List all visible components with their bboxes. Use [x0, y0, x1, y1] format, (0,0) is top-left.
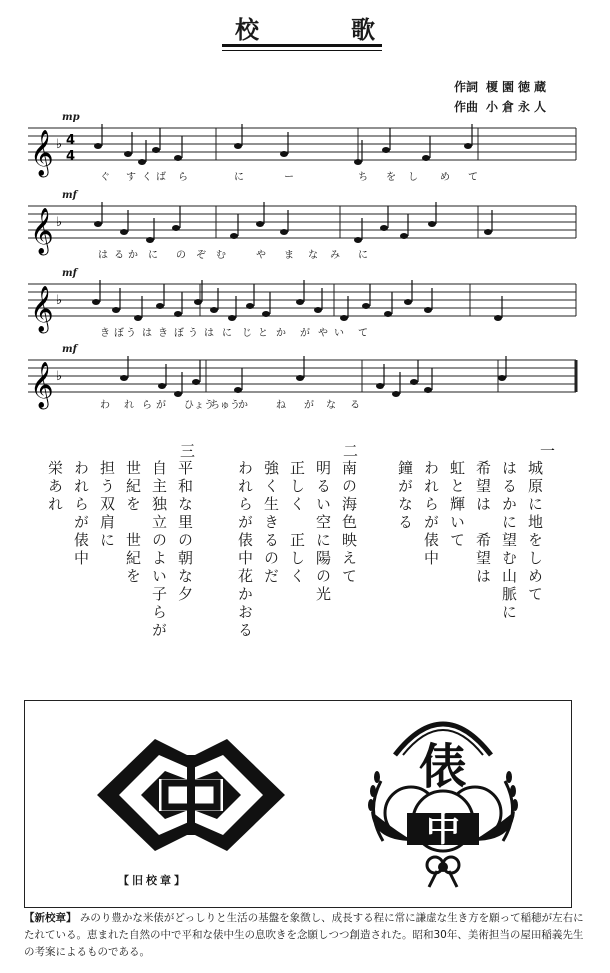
- verse-line: われらが俵中花かおる: [236, 460, 254, 640]
- verse-line: 世紀を 世紀を: [124, 460, 142, 586]
- lyric-syllable: む: [216, 250, 226, 261]
- note-head: [228, 315, 236, 321]
- note-head: [376, 383, 384, 389]
- verse-line: 担う双肩に: [98, 460, 116, 550]
- note-head: [174, 155, 182, 161]
- lyric-syllable: ら: [178, 172, 188, 183]
- note-head: [234, 387, 242, 393]
- note-head: [424, 387, 432, 393]
- lyric-syllable: ま: [284, 250, 294, 261]
- lyric-syllable: と: [258, 328, 268, 339]
- lyric-syllable: る: [114, 250, 124, 261]
- lyric-syllable: を: [386, 172, 396, 183]
- time-signature: 4: [66, 133, 76, 148]
- lyric-syllable: し: [408, 172, 418, 183]
- lyric-syllable: す: [126, 172, 136, 183]
- treble-clef: 𝄞: [30, 362, 54, 408]
- lyric-syllable: ぞ: [196, 250, 206, 261]
- verse-line: 鐘がなる: [396, 460, 414, 532]
- verse-line: 城原に地をしめて: [526, 460, 544, 604]
- note-head: [246, 303, 254, 309]
- lyric-syllable: ぼ: [174, 328, 184, 339]
- note-head: [296, 299, 304, 305]
- lyric-syllable: が: [300, 328, 310, 339]
- title-underline-thin: [222, 50, 382, 51]
- note-head: [192, 379, 200, 385]
- note-head: [262, 311, 270, 317]
- note-head: [256, 221, 264, 227]
- title-underline: [222, 44, 382, 47]
- dynamic-marking: mf: [62, 190, 77, 201]
- verse-line: 強く生きるのだ: [262, 460, 280, 586]
- note-head: [296, 375, 304, 381]
- treble-clef: 𝄞: [30, 130, 54, 176]
- lyricist-credit: 作詞 榎園徳蔵: [454, 80, 551, 94]
- note-head: [120, 229, 128, 235]
- verse-line: われらが俵中: [422, 460, 440, 568]
- lyric-syllable: に: [148, 250, 158, 261]
- staff-system: [28, 118, 586, 180]
- note-head: [152, 147, 160, 153]
- page-title: 校 歌: [235, 15, 409, 44]
- lyric-syllable: う: [188, 328, 198, 339]
- note-head: [146, 237, 154, 243]
- note-head: [422, 155, 430, 161]
- note-head: [92, 299, 100, 305]
- verse-1: [398, 460, 548, 622]
- note-head: [234, 143, 242, 149]
- staff-system: [28, 196, 586, 258]
- verse-line: 南の海色映えて: [340, 460, 358, 586]
- note-head: [280, 151, 288, 157]
- note-head: [94, 221, 102, 227]
- verse-line: 自主独立のよい子らが: [150, 460, 168, 640]
- note-head: [384, 311, 392, 317]
- time-signature: 4: [66, 149, 76, 164]
- lyric-syllable: ひょう: [184, 400, 214, 411]
- lyric-syllable: か: [128, 250, 138, 261]
- lyric-syllable: ら: [142, 400, 152, 411]
- note-head: [314, 307, 322, 313]
- note-head: [498, 375, 506, 381]
- lyric-syllable: わ: [100, 400, 110, 411]
- verse-line: 希望は 希望は: [474, 460, 492, 586]
- lyric-syllable: ちゅう: [210, 400, 240, 411]
- verse-line: はるかに望む山脈に: [500, 460, 518, 622]
- dynamic-marking: mp: [62, 112, 80, 123]
- note-head: [494, 315, 502, 321]
- note-head: [410, 379, 418, 385]
- verse-1-number: 一: [540, 442, 556, 460]
- note-head: [138, 159, 146, 165]
- verse-3: [36, 460, 198, 640]
- lyric-syllable: の: [176, 250, 186, 261]
- note-head: [380, 225, 388, 231]
- lyric-syllable: ぼ: [114, 328, 124, 339]
- lyric-syllable: な: [326, 400, 336, 411]
- note-head: [362, 303, 370, 309]
- treble-clef: 𝄞: [30, 208, 54, 254]
- verse-2: [228, 460, 362, 640]
- dynamic-marking: mf: [62, 344, 77, 355]
- lyric-syllable: や: [256, 250, 266, 261]
- lyric-syllable: う: [126, 328, 136, 339]
- note-head: [230, 233, 238, 239]
- caption-text: みのり豊かな米俵がどっしりと生活の基盤を象徴し、成長する程に常に謙虚な生き方を願って稲穂が左右にたれている。恵まれた自然の中で平和な俵中生の息吹きを念願しつつ創造された。昭和30年、美術担当の屋田稲義先生の考案によるものである。: [24, 912, 584, 958]
- dynamic-marking: mf: [62, 268, 77, 279]
- new-badge-char-2: 中: [426, 810, 460, 850]
- note-head: [382, 147, 390, 153]
- lyric-syllable: に: [234, 172, 244, 183]
- lyric-syllable: い: [334, 328, 344, 339]
- emblem-drawings: [25, 701, 573, 909]
- verse-line: 虹と輝いて: [448, 460, 466, 550]
- note-head: [484, 229, 492, 235]
- note-head: [156, 303, 164, 309]
- verse-line: 正しく 正しく: [288, 460, 306, 586]
- note-head: [464, 143, 472, 149]
- note-head: [94, 143, 102, 149]
- note-head: [194, 299, 202, 305]
- lyric-syllable: に: [222, 328, 232, 339]
- lyric-syllable: み: [330, 250, 340, 261]
- lyric-syllable: は: [98, 250, 108, 261]
- lyric-syllable: が: [156, 400, 166, 411]
- note-head: [134, 315, 142, 321]
- old-school-badge: [97, 739, 285, 851]
- lyric-syllable: き: [158, 328, 168, 339]
- note-head: [158, 383, 166, 389]
- lyric-syllable: が: [304, 400, 314, 411]
- verse-2-number: 二: [343, 442, 359, 460]
- lyric-syllable: る: [350, 400, 360, 411]
- note-head: [428, 221, 436, 227]
- old-badge-label: 【旧校章】: [118, 874, 188, 887]
- lyric-syllable: め: [440, 172, 450, 183]
- key-flat: ♭: [56, 369, 63, 384]
- note-head: [400, 233, 408, 239]
- emblem-panel: [24, 700, 572, 908]
- lyric-syllable: て: [468, 172, 478, 183]
- new-school-badge: [368, 724, 518, 887]
- lyric-syllable: な: [308, 250, 318, 261]
- verse-line: われらが俵中: [72, 460, 90, 568]
- note-head: [210, 307, 218, 313]
- lyric-syllable: か: [238, 400, 248, 411]
- emblem-caption: [24, 910, 584, 961]
- new-badge-char-1: 俵: [418, 739, 468, 795]
- note-head: [404, 299, 412, 305]
- lyric-syllable: じ: [242, 328, 252, 339]
- note-head: [120, 375, 128, 381]
- lyric-syllable: き: [100, 328, 110, 339]
- key-flat: ♭: [56, 137, 63, 152]
- lyric-syllable: ー: [284, 172, 294, 183]
- lyric-syllable: に: [358, 250, 368, 261]
- verse-line: 明るい空に陽の光: [314, 460, 332, 604]
- lyric-syllable: て: [358, 328, 368, 339]
- key-flat: ♭: [56, 293, 63, 308]
- lyric-syllable: は: [204, 328, 214, 339]
- lyric-syllable: や: [318, 328, 328, 339]
- verse-line: 栄あれ: [46, 460, 64, 514]
- note-head: [172, 225, 180, 231]
- lyric-syllable: か: [276, 328, 286, 339]
- key-flat: ♭: [56, 215, 63, 230]
- note-head: [174, 311, 182, 317]
- lyric-syllable: ぐ: [100, 172, 110, 183]
- note-head: [280, 229, 288, 235]
- note-head: [112, 307, 120, 313]
- composer-credit: 作曲 小倉永人: [454, 100, 551, 114]
- note-head: [174, 391, 182, 397]
- lyric-syllable: ば: [156, 172, 166, 183]
- note-head: [354, 159, 362, 165]
- lyric-syllable: は: [142, 328, 152, 339]
- lyric-syllable: ね: [276, 400, 286, 411]
- note-head: [424, 307, 432, 313]
- caption-tag: 【新校章】: [24, 912, 77, 924]
- lyric-syllable: ち: [358, 172, 368, 183]
- verse-3-number: 三: [180, 442, 196, 460]
- lyric-syllable: れ: [124, 400, 134, 411]
- note-head: [340, 315, 348, 321]
- note-head: [354, 237, 362, 243]
- note-head: [124, 151, 132, 157]
- lyric-syllable: く: [142, 172, 152, 183]
- verse-line: 平和な里の朝な夕: [176, 460, 194, 604]
- note-head: [392, 391, 400, 397]
- treble-clef: 𝄞: [30, 286, 54, 332]
